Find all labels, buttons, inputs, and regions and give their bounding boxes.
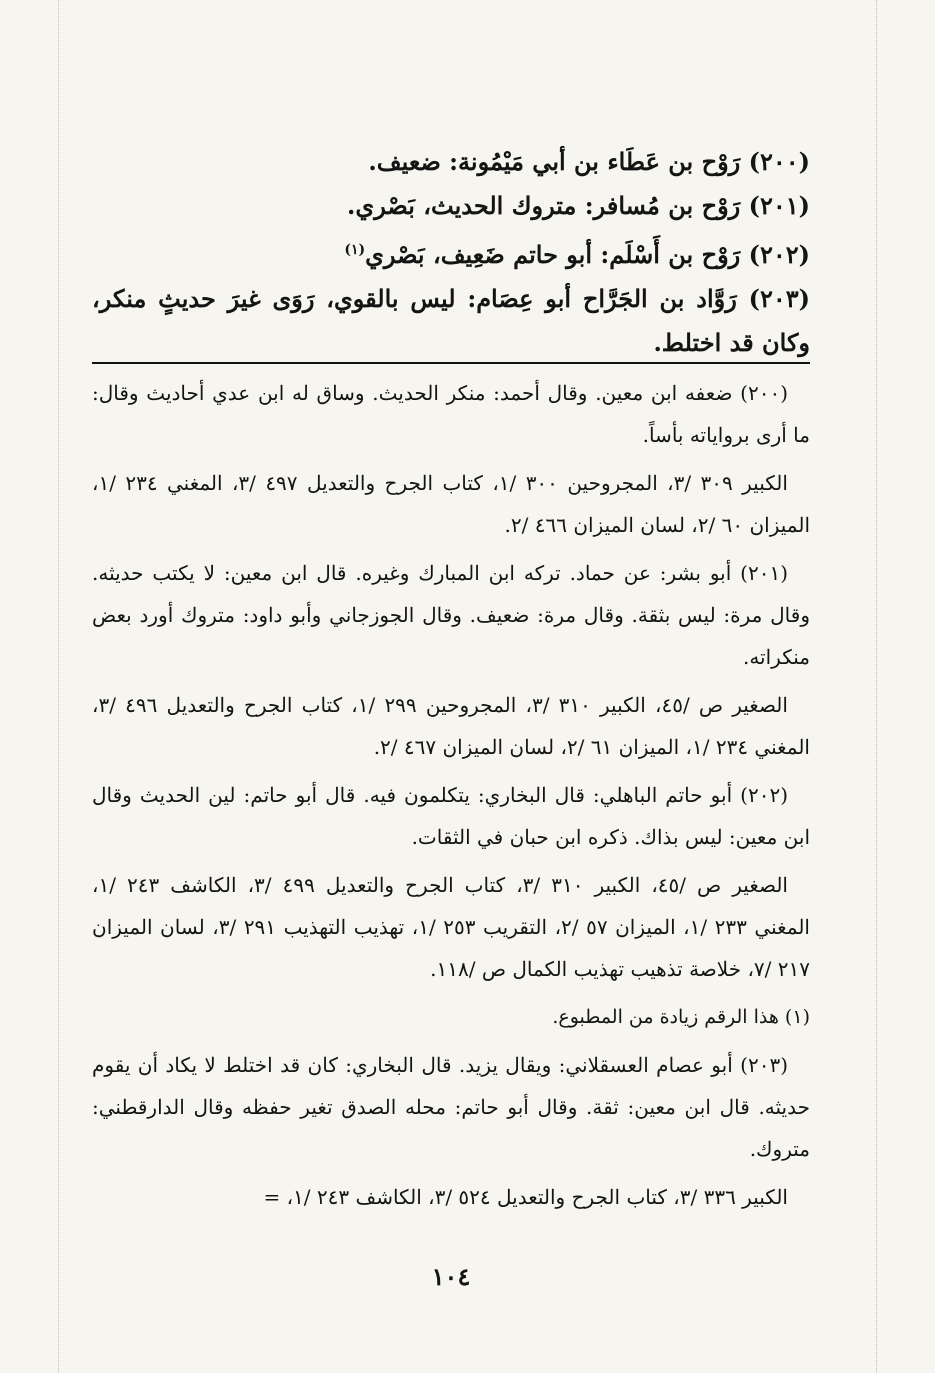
entry-202-text: (٢٠٢) رَوْح بن أَسْلَم: أبو حاتم ضَعِيف، بَصْري <box>365 240 810 269</box>
note-202-refs: الصغير ص /٤٥، الكبير ٣١٠ /٣، كتاب الجرح والتعديل ٤٩٩ /٣، الكاشف ٢٤٣ /١، المغني ٢٣٣ /١، الميزان ٥٧ /٢، التقريب ٢٥٣ /١، تهذيب التهذيب ٢٩١ /٣، لسان الميزان ٢١٧ /٧، خلاصة تذهيب تهذيب الكمال ص /١١٨. <box>92 873 810 981</box>
entry-202 <box>92 228 810 277</box>
entry-201: (٢٠١) رَوْح بن مُسافر: متروك الحديث، بَصْري. <box>347 191 810 220</box>
note-202: (٢٠٢) أبو حاتم الباهلي: قال البخاري: يتكلمون فيه. قال أبو حاتم: لين الحديث وقال ابن معين: ليس بذاك. ذكره ابن حبان في الثقات. <box>92 783 810 849</box>
note-200: (٢٠٠) ضعفه ابن معين. وقال أحمد: منكر الحديث. وساق له ابن عدي أحاديث وقال: ما أرى برواياته بأساً. <box>92 381 810 447</box>
footnote-marker: (١) <box>344 242 366 258</box>
footnote-1: (١) هذا الرقم زيادة من المطبوع. <box>552 1006 810 1028</box>
entry-200: (٢٠٠) رَوْح بن عَطَاء بن أبي مَيْمُونة: ضعيف. <box>368 147 810 176</box>
main-entries <box>92 140 810 365</box>
note-201-refs: الصغير ص /٤٥، الكبير ٣١٠ /٣، المجروحين ٢٩٩ /١، كتاب الجرح والتعديل ٤٩٦ /٣، المغني ٢٣٤ /١، الميزان ٦١ /٢، لسان الميزان ٤٦٧ /٢. <box>92 693 810 759</box>
entry-203: (٢٠٣) رَوَّاد بن الجَرَّاح أبو عِصَام: ليس بالقوي، رَوَى غيرَ حديثٍ منكر، وكان قد اختلط. <box>92 284 810 357</box>
note-200-refs: الكبير ٣٠٩ /٣، المجروحين ٣٠٠ /١، كتاب الجرح والتعديل ٤٩٧ /٣، المغني ٢٣٤ /١، الميزان ٦٠ /٢، لسان الميزان ٤٦٦ /٢. <box>92 471 810 537</box>
scan-guide-line <box>58 0 59 1373</box>
note-203-refs: الكبير ٣٣٦ /٣، كتاب الجرح والتعديل ٥٢٤ /٣، الكاشف ٢٤٣ /١، = <box>263 1185 788 1209</box>
note-203: (٢٠٣) أبو عصام العسقلاني: ويقال يزيد. قال البخاري: كان قد اختلط لا يكاد أن يقوم حديثه. قال ابن معين: ثقة. وقال أبو حاتم: محله الصدق تغير حفظه وقال الدارقطني: متروك. <box>92 1053 810 1161</box>
footnotes <box>92 372 810 1224</box>
book-page <box>92 0 810 1373</box>
page-number: ١٠٤ <box>431 1262 471 1291</box>
footnote-separator <box>92 362 810 364</box>
scan-guide-line <box>876 0 877 1373</box>
note-201: (٢٠١) أبو بشر: عن حماد. تركه ابن المبارك وغيره. قال ابن معين: لا يكتب حديثه. وقال مرة: ليس بثقة. وقال مرة: ضعيف. وقال الجوزجاني وأبو داود: متروك أورد بعض منكراته. <box>92 561 810 669</box>
